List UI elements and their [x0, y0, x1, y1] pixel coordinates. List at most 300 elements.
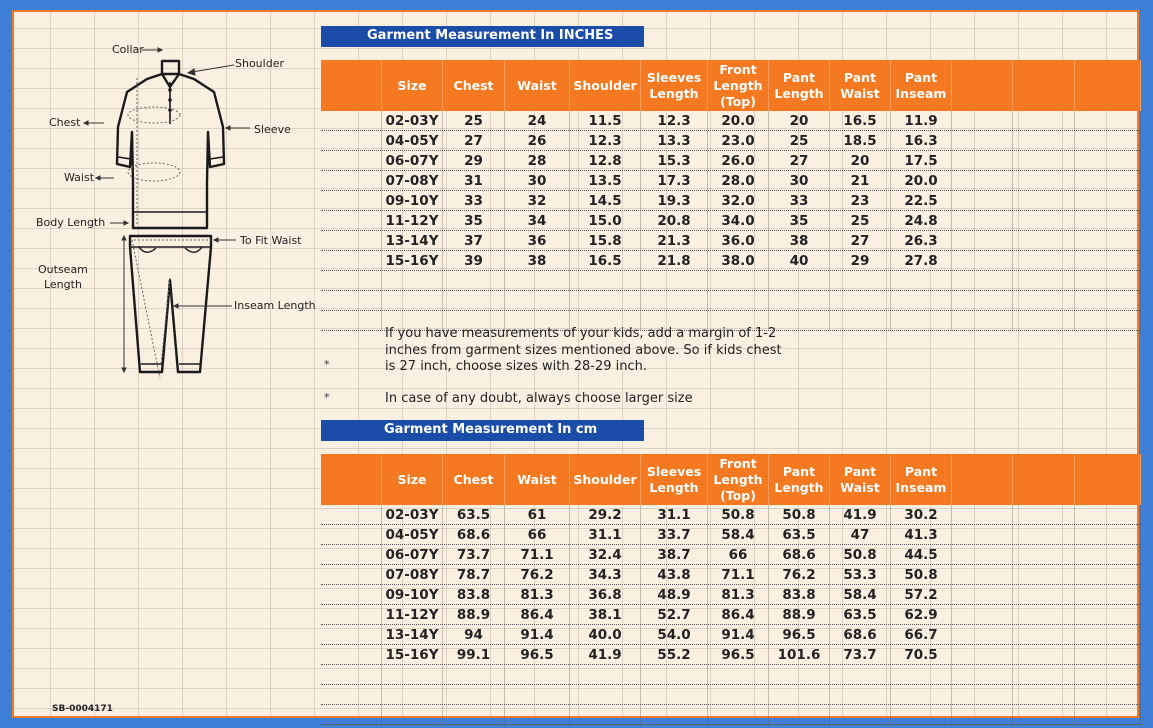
value-cell: 15.8: [570, 231, 641, 251]
empty-cell: [952, 111, 1013, 131]
value-cell: 88.9: [769, 605, 830, 625]
value-cell: 76.2: [769, 565, 830, 585]
empty-cell: [1013, 685, 1075, 705]
empty-cell: [830, 705, 891, 725]
value-cell: 40: [769, 251, 830, 271]
value-cell: 12.8: [570, 151, 641, 171]
value-cell: 31.1: [570, 525, 641, 545]
value-cell: 63.5: [769, 525, 830, 545]
value-cell: 66: [505, 525, 570, 545]
header-cell: Size: [382, 454, 443, 505]
value-cell: 88.9: [443, 605, 505, 625]
header-empty-cell: [1075, 60, 1141, 111]
empty-cell: [1075, 645, 1141, 665]
empty-cell: [952, 171, 1013, 191]
empty-cell: [321, 171, 382, 191]
empty-cell: [769, 705, 830, 725]
empty-cell: [443, 271, 505, 291]
value-cell: 30: [505, 171, 570, 191]
empty-row: [321, 665, 1141, 685]
value-cell: 33: [443, 191, 505, 211]
empty-cell: [570, 705, 641, 725]
empty-cell: [708, 291, 769, 311]
header-cell: Pant Length: [769, 60, 830, 111]
value-cell: 27: [769, 151, 830, 171]
empty-cell: [952, 665, 1013, 685]
table-row: [321, 131, 1141, 151]
empty-cell: [1013, 705, 1075, 725]
table-row: [321, 565, 1141, 585]
table-row: [321, 585, 1141, 605]
cm-table-header: [321, 454, 1141, 505]
size-cell: 04-05Y: [382, 525, 443, 545]
value-cell: 27: [443, 131, 505, 151]
empty-cell: [1075, 705, 1141, 725]
empty-cell: [708, 665, 769, 685]
empty-cell: [1075, 231, 1141, 251]
value-cell: 20.8: [641, 211, 708, 231]
empty-cell: [769, 271, 830, 291]
empty-cell: [321, 131, 382, 151]
empty-cell: [641, 271, 708, 291]
empty-cell: [1013, 271, 1075, 291]
size-cell: 13-14Y: [382, 625, 443, 645]
value-cell: 83.8: [443, 585, 505, 605]
header-cell: Pant Inseam: [891, 60, 952, 111]
empty-cell: [1013, 645, 1075, 665]
value-cell: 63.5: [830, 605, 891, 625]
empty-cell: [1075, 151, 1141, 171]
value-cell: 96.5: [505, 645, 570, 665]
value-cell: 66.7: [891, 625, 952, 645]
value-cell: 58.4: [830, 585, 891, 605]
value-cell: 50.8: [769, 505, 830, 525]
header-empty-cell: [1013, 60, 1075, 111]
value-cell: 40.0: [570, 625, 641, 645]
outseam-length-label: Outseam Length: [38, 263, 88, 291]
empty-cell: [443, 665, 505, 685]
header-cell: Shoulder: [570, 60, 641, 111]
table-row: [321, 505, 1141, 525]
value-cell: 25: [443, 111, 505, 131]
value-cell: 25: [769, 131, 830, 151]
value-cell: 70.5: [891, 645, 952, 665]
size-cell: 06-07Y: [382, 545, 443, 565]
empty-cell: [321, 191, 382, 211]
header-empty-cell: [321, 454, 382, 505]
empty-cell: [952, 151, 1013, 171]
empty-cell: [952, 705, 1013, 725]
value-cell: 37: [443, 231, 505, 251]
empty-cell: [641, 685, 708, 705]
value-cell: 91.4: [708, 625, 769, 645]
value-cell: 26.0: [708, 151, 769, 171]
empty-cell: [830, 665, 891, 685]
empty-cell: [321, 565, 382, 585]
size-cell: 09-10Y: [382, 191, 443, 211]
header-cell: Pant Waist: [830, 60, 891, 111]
table-row: [321, 625, 1141, 645]
size-cell: 13-14Y: [382, 231, 443, 251]
empty-cell: [1075, 525, 1141, 545]
empty-cell: [1013, 151, 1075, 171]
value-cell: 26.3: [891, 231, 952, 251]
empty-cell: [952, 505, 1013, 525]
header-cell: Front Length (Top): [708, 454, 769, 505]
empty-row: [321, 271, 1141, 291]
empty-cell: [321, 291, 382, 311]
value-cell: 14.5: [570, 191, 641, 211]
empty-cell: [1013, 585, 1075, 605]
empty-cell: [952, 191, 1013, 211]
empty-cell: [1013, 291, 1075, 311]
empty-cell: [891, 685, 952, 705]
value-cell: 16.5: [570, 251, 641, 271]
value-cell: 52.7: [641, 605, 708, 625]
empty-cell: [1013, 231, 1075, 251]
empty-cell: [830, 291, 891, 311]
empty-cell: [1075, 111, 1141, 131]
table-row: [321, 605, 1141, 625]
table-row: [321, 545, 1141, 565]
table-row: [321, 231, 1141, 251]
empty-cell: [769, 665, 830, 685]
size-cell: 02-03Y: [382, 111, 443, 131]
empty-cell: [382, 705, 443, 725]
value-cell: 68.6: [830, 625, 891, 645]
value-cell: 41.3: [891, 525, 952, 545]
empty-cell: [1075, 291, 1141, 311]
size-cell: 04-05Y: [382, 131, 443, 151]
size-cell: 11-12Y: [382, 605, 443, 625]
empty-cell: [570, 685, 641, 705]
size-cell: 07-08Y: [382, 171, 443, 191]
empty-cell: [321, 525, 382, 545]
empty-row: [321, 291, 1141, 311]
size-chart-sheet: [12, 10, 1139, 718]
value-cell: 32: [505, 191, 570, 211]
value-cell: 18.5: [830, 131, 891, 151]
empty-cell: [382, 291, 443, 311]
empty-cell: [1013, 545, 1075, 565]
header-cell: Sleeves Length: [641, 454, 708, 505]
empty-cell: [891, 291, 952, 311]
empty-cell: [952, 685, 1013, 705]
value-cell: 63.5: [443, 505, 505, 525]
size-cell: 15-16Y: [382, 251, 443, 271]
value-cell: 50.8: [891, 565, 952, 585]
empty-cell: [1013, 625, 1075, 645]
empty-cell: [321, 505, 382, 525]
value-cell: 78.7: [443, 565, 505, 585]
value-cell: 43.8: [641, 565, 708, 585]
cm-size-table: [321, 454, 1141, 706]
value-cell: 32.4: [570, 545, 641, 565]
value-cell: 27: [830, 231, 891, 251]
value-cell: 41.9: [570, 645, 641, 665]
body-length-label: Body Length: [36, 216, 106, 229]
empty-cell: [952, 211, 1013, 231]
sleeve-label: Sleeve: [254, 123, 291, 136]
empty-cell: [1075, 131, 1141, 151]
value-cell: 50.8: [708, 505, 769, 525]
pants-outline: [130, 236, 211, 372]
empty-cell: [769, 291, 830, 311]
size-cell: 15-16Y: [382, 645, 443, 665]
table-row: [321, 171, 1141, 191]
empty-cell: [1075, 505, 1141, 525]
value-cell: 23: [830, 191, 891, 211]
empty-cell: [505, 705, 570, 725]
value-cell: 15.0: [570, 211, 641, 231]
table-row: [321, 111, 1141, 131]
table-row: [321, 191, 1141, 211]
value-cell: 34.3: [570, 565, 641, 585]
empty-cell: [1075, 271, 1141, 291]
header-empty-cell: [1075, 454, 1141, 505]
value-cell: 38.1: [570, 605, 641, 625]
value-cell: 38.7: [641, 545, 708, 565]
value-cell: 35: [443, 211, 505, 231]
value-cell: 101.6: [769, 645, 830, 665]
empty-cell: [1013, 311, 1075, 331]
value-cell: 34.0: [708, 211, 769, 231]
note-marker-1: *: [324, 358, 330, 371]
empty-cell: [1013, 171, 1075, 191]
value-cell: 83.8: [769, 585, 830, 605]
value-cell: 99.1: [443, 645, 505, 665]
value-cell: 22.5: [891, 191, 952, 211]
empty-cell: [382, 665, 443, 685]
empty-cell: [1013, 111, 1075, 131]
empty-row: [321, 685, 1141, 705]
size-cell: 02-03Y: [382, 505, 443, 525]
value-cell: 57.2: [891, 585, 952, 605]
header-cell: Shoulder: [570, 454, 641, 505]
to-fit-waist-label: To Fit Waist: [240, 234, 302, 247]
empty-cell: [952, 311, 1013, 331]
value-cell: 47: [830, 525, 891, 545]
size-cell: 11-12Y: [382, 211, 443, 231]
empty-cell: [443, 291, 505, 311]
value-cell: 44.5: [891, 545, 952, 565]
empty-cell: [952, 585, 1013, 605]
value-cell: 30: [769, 171, 830, 191]
value-cell: 12.3: [641, 111, 708, 131]
empty-cell: [321, 311, 382, 331]
empty-cell: [505, 665, 570, 685]
value-cell: 29.2: [570, 505, 641, 525]
empty-cell: [1075, 685, 1141, 705]
value-cell: 34: [505, 211, 570, 231]
value-cell: 76.2: [505, 565, 570, 585]
header-empty-cell: [1013, 454, 1075, 505]
empty-cell: [321, 251, 382, 271]
empty-cell: [382, 685, 443, 705]
empty-cell: [952, 645, 1013, 665]
empty-cell: [708, 685, 769, 705]
empty-cell: [891, 705, 952, 725]
empty-cell: [321, 585, 382, 605]
value-cell: 20: [769, 111, 830, 131]
value-cell: 36.8: [570, 585, 641, 605]
empty-cell: [443, 685, 505, 705]
size-cell: 06-07Y: [382, 151, 443, 171]
header-cell: Pant Waist: [830, 454, 891, 505]
value-cell: 68.6: [769, 545, 830, 565]
empty-cell: [321, 545, 382, 565]
empty-cell: [570, 665, 641, 685]
empty-cell: [1013, 251, 1075, 271]
empty-cell: [1075, 585, 1141, 605]
value-cell: 66: [708, 545, 769, 565]
note-larger-size-advice: In case of any doubt, always choose larger size: [385, 391, 693, 406]
value-cell: 38.0: [708, 251, 769, 271]
empty-cell: [1013, 565, 1075, 585]
empty-cell: [1075, 605, 1141, 625]
table-row: [321, 645, 1141, 665]
value-cell: 17.5: [891, 151, 952, 171]
empty-cell: [769, 685, 830, 705]
value-cell: 13.3: [641, 131, 708, 151]
product-code: SB-0004171: [52, 704, 113, 714]
empty-cell: [1013, 191, 1075, 211]
waist-label: Waist: [64, 171, 95, 184]
value-cell: 12.3: [570, 131, 641, 151]
empty-cell: [321, 231, 382, 251]
value-cell: 21.3: [641, 231, 708, 251]
value-cell: 81.3: [505, 585, 570, 605]
value-cell: 20.0: [891, 171, 952, 191]
empty-cell: [321, 705, 382, 725]
value-cell: 11.9: [891, 111, 952, 131]
value-cell: 31.1: [641, 505, 708, 525]
value-cell: 17.3: [641, 171, 708, 191]
empty-cell: [570, 271, 641, 291]
value-cell: 32.0: [708, 191, 769, 211]
empty-cell: [952, 625, 1013, 645]
empty-cell: [1013, 211, 1075, 231]
header-cell: Size: [382, 60, 443, 111]
empty-cell: [505, 291, 570, 311]
value-cell: 38: [505, 251, 570, 271]
size-cell: 09-10Y: [382, 585, 443, 605]
empty-cell: [641, 291, 708, 311]
empty-cell: [641, 665, 708, 685]
empty-cell: [1075, 191, 1141, 211]
empty-cell: [505, 685, 570, 705]
note-marker-2: *: [324, 391, 330, 404]
header-cell: Waist: [505, 60, 570, 111]
empty-cell: [1075, 311, 1141, 331]
value-cell: 91.4: [505, 625, 570, 645]
empty-cell: [321, 151, 382, 171]
value-cell: 16.3: [891, 131, 952, 151]
empty-cell: [952, 605, 1013, 625]
empty-cell: [708, 271, 769, 291]
value-cell: 21.8: [641, 251, 708, 271]
value-cell: 33.7: [641, 525, 708, 545]
collar-label: Collar: [112, 43, 144, 56]
inches-table-header: [321, 60, 1141, 111]
collar-shape: [162, 61, 179, 74]
empty-cell: [952, 291, 1013, 311]
value-cell: 71.1: [708, 565, 769, 585]
inseam-length-label: Inseam Length: [234, 299, 316, 312]
value-cell: 62.9: [891, 605, 952, 625]
empty-cell: [952, 565, 1013, 585]
value-cell: 26: [505, 131, 570, 151]
value-cell: 73.7: [830, 645, 891, 665]
value-cell: 53.3: [830, 565, 891, 585]
value-cell: 81.3: [708, 585, 769, 605]
value-cell: 50.8: [830, 545, 891, 565]
empty-cell: [321, 665, 382, 685]
header-cell: Chest: [443, 60, 505, 111]
value-cell: 28.0: [708, 171, 769, 191]
table-row: [321, 251, 1141, 271]
empty-cell: [952, 525, 1013, 545]
value-cell: 20: [830, 151, 891, 171]
value-cell: 24: [505, 111, 570, 131]
chest-label: Chest: [49, 116, 81, 129]
empty-cell: [1075, 251, 1141, 271]
header-empty-cell: [952, 60, 1013, 111]
empty-cell: [1013, 525, 1075, 545]
empty-cell: [570, 291, 641, 311]
empty-cell: [321, 111, 382, 131]
cm-table-title: Garment Measurement In cm: [321, 420, 644, 441]
empty-cell: [830, 311, 891, 331]
value-cell: 31: [443, 171, 505, 191]
value-cell: 61: [505, 505, 570, 525]
empty-cell: [1075, 665, 1141, 685]
empty-cell: [1075, 211, 1141, 231]
inches-size-table: [321, 60, 1141, 312]
value-cell: 73.7: [443, 545, 505, 565]
empty-cell: [1075, 545, 1141, 565]
value-cell: 27.8: [891, 251, 952, 271]
value-cell: 29: [830, 251, 891, 271]
value-cell: 13.5: [570, 171, 641, 191]
table-row: [321, 525, 1141, 545]
empty-cell: [321, 625, 382, 645]
value-cell: 19.3: [641, 191, 708, 211]
empty-cell: [830, 685, 891, 705]
empty-cell: [321, 211, 382, 231]
empty-cell: [1013, 131, 1075, 151]
value-cell: 15.3: [641, 151, 708, 171]
empty-cell: [952, 251, 1013, 271]
value-cell: 16.5: [830, 111, 891, 131]
value-cell: 48.9: [641, 585, 708, 605]
empty-cell: [891, 665, 952, 685]
value-cell: 29: [443, 151, 505, 171]
header-cell: Chest: [443, 454, 505, 505]
value-cell: 33: [769, 191, 830, 211]
value-cell: 55.2: [641, 645, 708, 665]
shoulder-label: Shoulder: [235, 57, 284, 70]
value-cell: 86.4: [505, 605, 570, 625]
value-cell: 28: [505, 151, 570, 171]
value-cell: 24.8: [891, 211, 952, 231]
value-cell: 30.2: [891, 505, 952, 525]
note-margin-advice: If you have measurements of your kids, add a margin of 1-2 inches from garment sizes mentioned above. So if kids chest is 27 inch, choose sizes with 28-29 inch.: [385, 326, 782, 374]
header-cell: Front Length (Top): [708, 60, 769, 111]
empty-cell: [830, 271, 891, 291]
size-cell: 07-08Y: [382, 565, 443, 585]
header-cell: Waist: [505, 454, 570, 505]
